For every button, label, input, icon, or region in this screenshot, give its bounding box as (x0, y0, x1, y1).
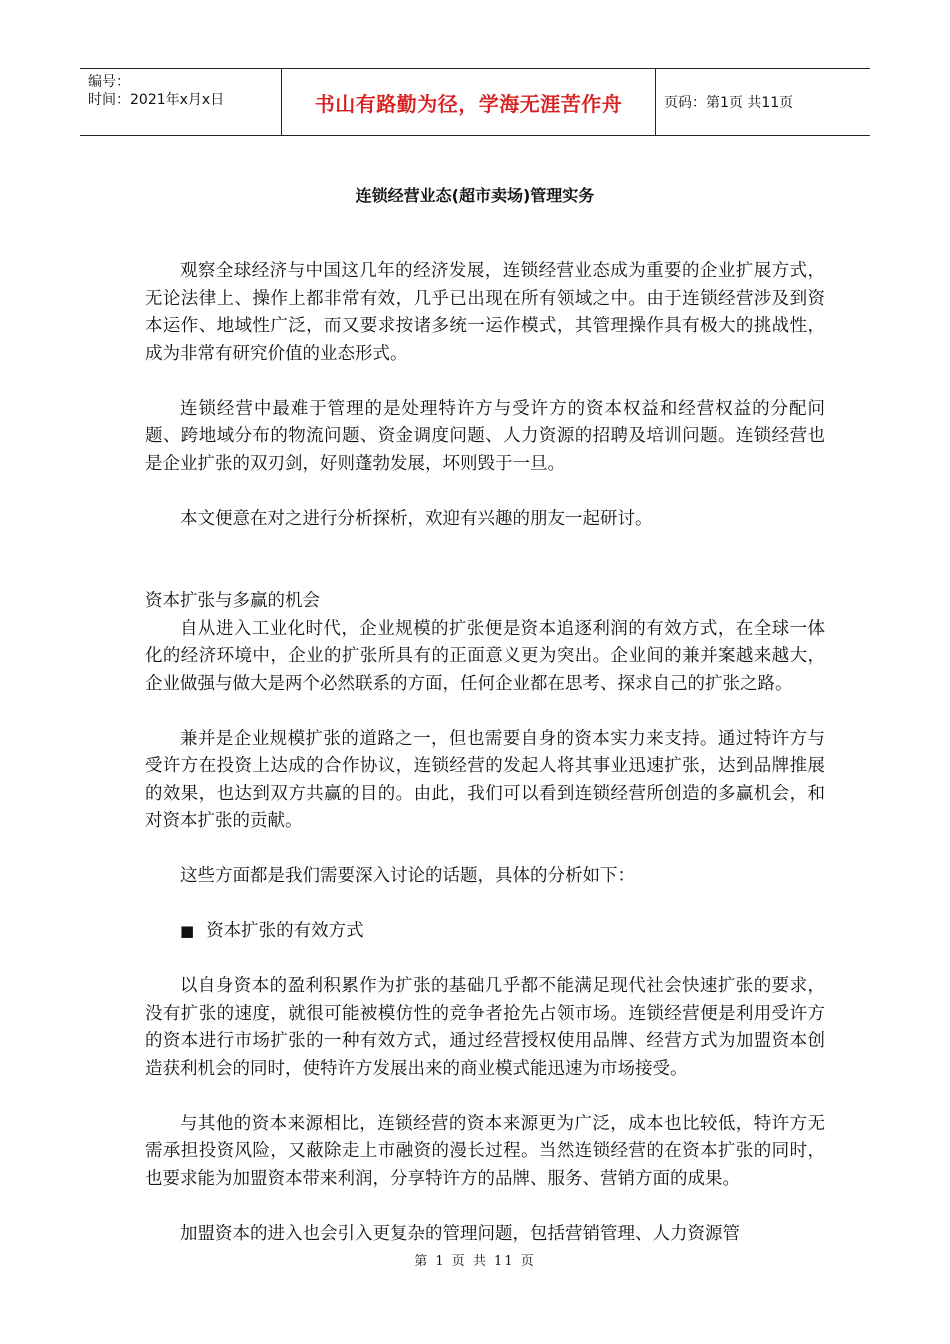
bullet-heading (145, 918, 825, 946)
document-title: 连锁经营业态(超市卖场)管理实务 (355, 186, 595, 205)
paragraph: 这些方面都是我们需要深入讨论的话题，具体的分析如下： (180, 866, 635, 886)
bullet-text: 资本扩张的有效方式 (206, 921, 364, 941)
square-bullet-icon: ■ (180, 922, 195, 940)
spacer (145, 561, 825, 589)
document-body (145, 258, 825, 1276)
paragraph: 与其他的资本来源相比，连锁经营的资本来源更为广泛，成本也比较低，特许方无需承担投资风险，又蔽除走上市融资的漫长过程。当然连锁经营的在资本扩张的同时，也要求能为加盟资本带来利润，分享特许方的品牌、服务、营销方面的成果。 (145, 1113, 825, 1189)
header-motto: 书山有路勤为径，学海无涯苦作舟 (281, 69, 656, 135)
paragraph: 观察全球经济与中国这几年的经济发展，连锁经营业态成为重要的企业扩展方式，无论法律上、操作上都非常有效，几乎已出现在所有领域之中。由于连锁经营涉及到资本运作、地域性广泛，而又要求按诸多统一运作模式，其管理操作具有极大的挑战性，成为非常有研究价值的业态形式。 (145, 261, 825, 364)
paragraph: 连锁经营中最难于管理的是处理特许方与受许方的资本权益和经营权益的分配问题、跨地域分布的物流问题、资金调度问题、人力资源的招聘及培训问题。连锁经营也是企业扩张的双刃剑，好则蓬勃发展，坏则毁于一旦。 (145, 398, 825, 474)
time-label: 时间：2021年x月x日 (88, 92, 225, 108)
paragraph: 兼并是企业规模扩张的道路之一，但也需要自身的资本实力来支持。通过特许方与受许方在投资上达成的合作协议，连锁经营的发起人将其事业迅速扩张，达到品牌推展的效果，也达到双方共赢的目的。由此，我们可以看到连锁经营所创造的多赢机会，和对资本扩张的贡献。 (145, 728, 825, 831)
header-meta (80, 69, 281, 135)
number-label: 编号： (88, 74, 130, 90)
paragraph: 自从进入工业化时代，企业规模的扩张便是资本追逐利润的有效方式，在全球一体化的经济环境中，企业的扩张所具有的正面意义更为突出。企业间的兼并案越来越大，企业做强与做大是两个必然联系的方面，任何企业都在思考、探求自己的扩张之路。 (145, 618, 825, 694)
page-header (80, 68, 870, 136)
paragraph: 加盟资本的进入也会引入更复杂的管理问题，包括营销管理、人力资源管 (180, 1223, 740, 1244)
paragraph: 本文便意在对之进行分析探析，欢迎有兴趣的朋友一起研讨。 (180, 508, 653, 529)
page-footer: 第 1 页 共 11 页 (414, 1254, 536, 1269)
paragraph: 以自身资本的盈利积累作为扩张的基础几乎都不能满足现代社会快速扩张的要求，没有扩张的速度，就很可能被模仿性的竞争者抢先占领市场。连锁经营便是利用受许方的资本进行市场扩张的一种有效方式，通过经营授权使用品牌、经营方式为加盟资本创造获利机会的同时，使特许方发展出来的商业模式能迅速为市场接受。 (145, 976, 825, 1079)
header-page-info: 页码：第1页 共11页 (664, 95, 794, 111)
section-heading: 资本扩张与多赢的机会 (145, 591, 320, 611)
